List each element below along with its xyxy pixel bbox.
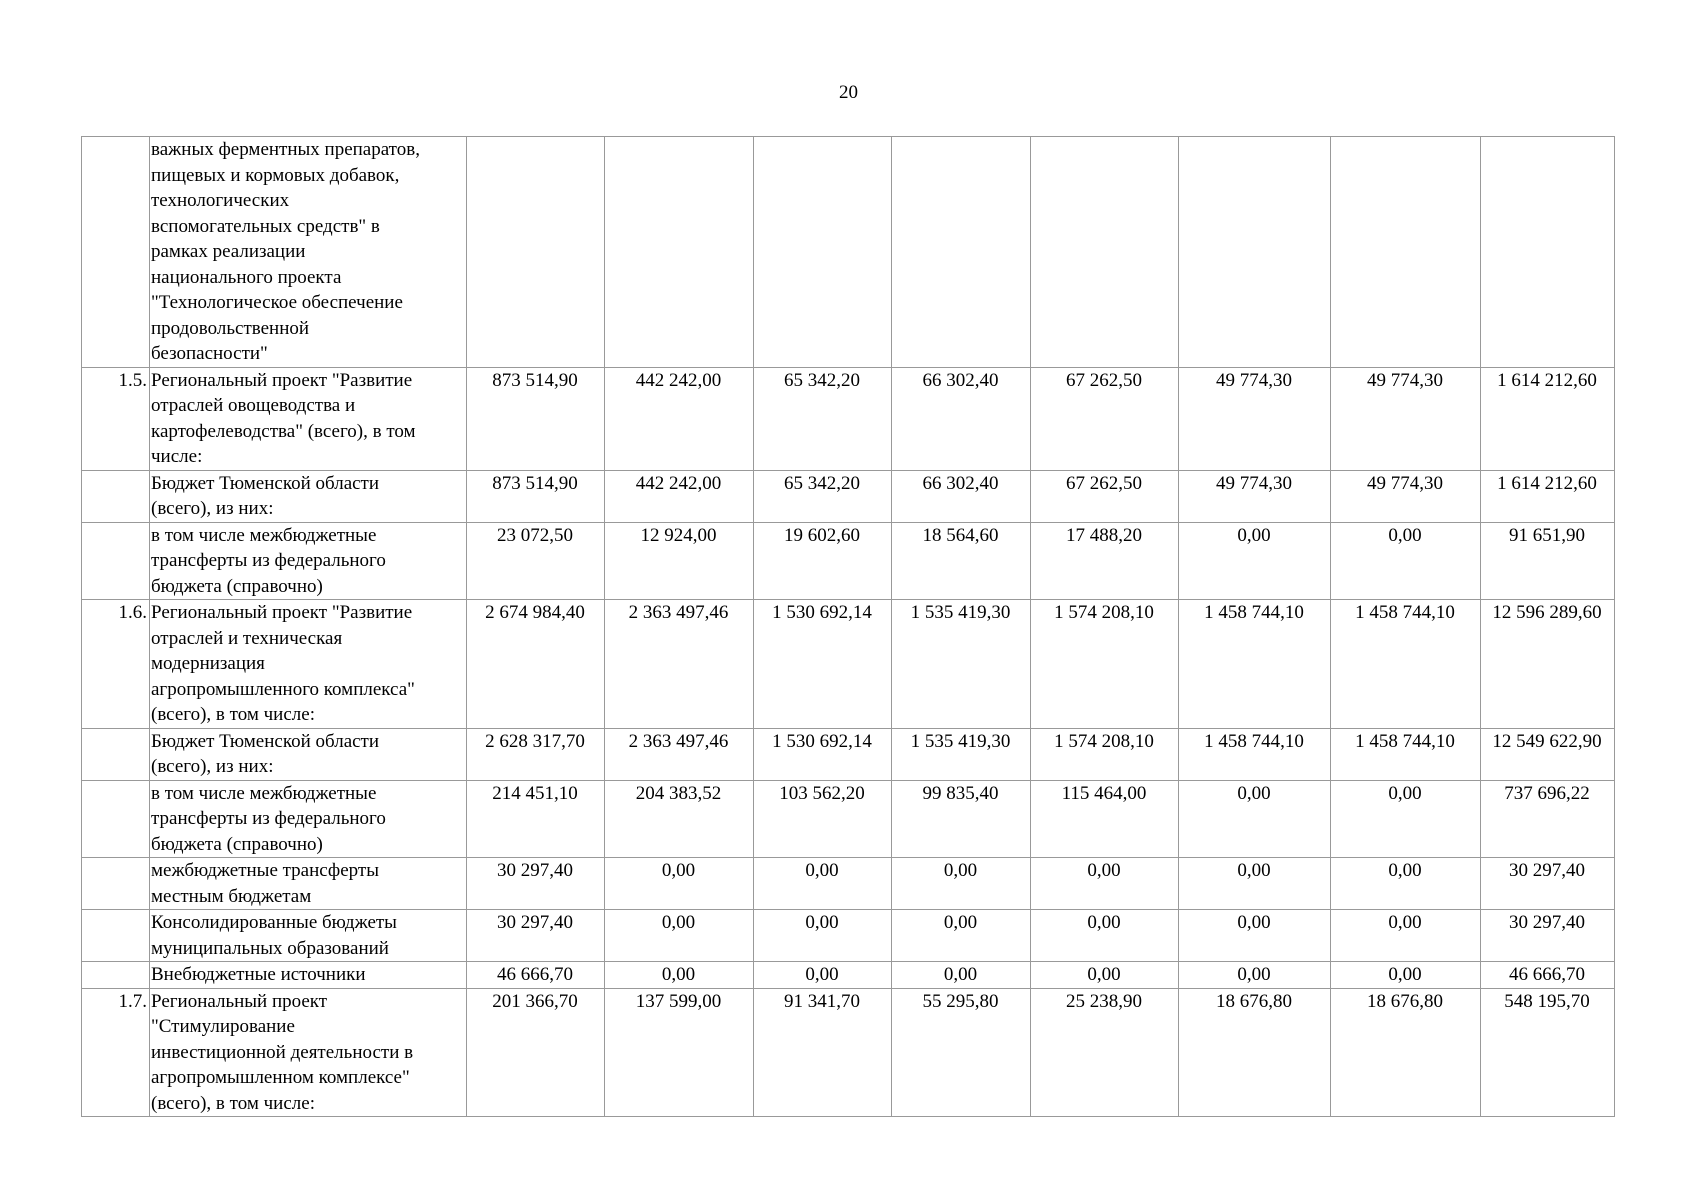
value-cell: 442 242,00 — [605, 470, 754, 522]
value-cell: 0,00 — [1179, 962, 1331, 989]
value-cell: 0,00 — [1031, 910, 1179, 962]
row-number — [82, 962, 150, 989]
value-cell: 0,00 — [1031, 962, 1179, 989]
row-number — [82, 780, 150, 858]
value-cell: 0,00 — [1331, 910, 1481, 962]
value-cell: 1 458 744,10 — [1179, 728, 1331, 780]
value-cell: 12 596 289,60 — [1481, 600, 1615, 729]
value-cell: 2 674 984,40 — [467, 600, 605, 729]
value-cell: 1 458 744,10 — [1331, 600, 1481, 729]
value-cell: 12 924,00 — [605, 522, 754, 600]
row-description — [150, 780, 467, 858]
budget-table — [81, 136, 1615, 1117]
row-number — [82, 910, 150, 962]
value-cell: 0,00 — [1179, 522, 1331, 600]
table-row — [82, 600, 1615, 729]
description-line: Региональный проект "Развитие — [151, 602, 413, 623]
description-line: бюджета (справочно) — [151, 833, 323, 855]
value-cell: 1 458 744,10 — [1179, 600, 1331, 729]
value-cell: 49 774,30 — [1331, 470, 1481, 522]
description-line: Бюджет Тюменской области — [151, 472, 380, 494]
table-row — [82, 522, 1615, 600]
description-line: Региональный проект "Развитие — [151, 369, 413, 391]
value-cell: 0,00 — [1331, 858, 1481, 910]
value-cell — [1481, 137, 1615, 368]
description-line: безопасности" — [151, 343, 268, 364]
value-cell: 201 366,70 — [467, 988, 605, 1117]
row-number — [82, 470, 150, 522]
description-line: Региональный проект — [151, 990, 328, 1012]
row-number — [82, 137, 150, 368]
value-cell: 214 451,10 — [467, 780, 605, 858]
description-line: отраслей и техническая — [151, 627, 343, 649]
value-cell: 46 666,70 — [1481, 962, 1615, 989]
value-cell: 0,00 — [892, 962, 1031, 989]
row-description — [150, 137, 467, 368]
description-line: агропромышленного комплекса" — [151, 678, 415, 700]
value-cell: 2 628 317,70 — [467, 728, 605, 780]
value-cell: 873 514,90 — [467, 470, 605, 522]
table-row — [82, 780, 1615, 858]
value-cell: 23 072,50 — [467, 522, 605, 600]
value-cell: 0,00 — [892, 858, 1031, 910]
row-number — [82, 728, 150, 780]
value-cell: 548 195,70 — [1481, 988, 1615, 1117]
row-number: 1.6. — [82, 600, 150, 729]
row-description — [150, 988, 467, 1117]
description-line: (всего), в том числе: — [151, 1092, 315, 1114]
value-cell: 1 574 208,10 — [1031, 728, 1179, 780]
value-cell: 0,00 — [1331, 522, 1481, 600]
value-cell: 0,00 — [1031, 858, 1179, 910]
value-cell: 204 383,52 — [605, 780, 754, 858]
value-cell — [605, 137, 754, 368]
description-line: агропромышленном комплексе" — [151, 1067, 410, 1088]
description-line: Консолидированные бюджеты — [151, 912, 397, 933]
description-line: местным бюджетам — [151, 885, 312, 907]
table-row — [82, 962, 1615, 989]
table-body — [82, 137, 1615, 1117]
value-cell: 1 530 692,14 — [754, 728, 892, 780]
description-line: "Технологическое обеспечение — [151, 292, 403, 313]
table-row — [82, 910, 1615, 962]
value-cell: 99 835,40 — [892, 780, 1031, 858]
table-row — [82, 367, 1615, 470]
description-line: (всего), из них: — [151, 756, 274, 777]
value-cell: 30 297,40 — [1481, 910, 1615, 962]
value-cell: 115 464,00 — [1031, 780, 1179, 858]
value-cell: 67 262,50 — [1031, 470, 1179, 522]
value-cell: 17 488,20 — [1031, 522, 1179, 600]
row-description — [150, 962, 467, 989]
value-cell: 0,00 — [605, 962, 754, 989]
value-cell: 65 342,20 — [754, 367, 892, 470]
value-cell: 30 297,40 — [1481, 858, 1615, 910]
value-cell: 0,00 — [754, 910, 892, 962]
value-cell: 0,00 — [1179, 780, 1331, 858]
description-line: инвестиционной деятельности в — [151, 1041, 414, 1063]
value-cell: 0,00 — [754, 858, 892, 910]
description-line: Бюджет Тюменской области — [151, 730, 380, 752]
row-description — [150, 367, 467, 470]
value-cell: 49 774,30 — [1331, 367, 1481, 470]
value-cell: 0,00 — [1331, 780, 1481, 858]
value-cell — [467, 137, 605, 368]
value-cell: 18 564,60 — [892, 522, 1031, 600]
value-cell: 91 341,70 — [754, 988, 892, 1117]
value-cell: 0,00 — [605, 910, 754, 962]
value-cell: 12 549 622,90 — [1481, 728, 1615, 780]
value-cell: 1 614 212,60 — [1481, 470, 1615, 522]
value-cell: 1 614 212,60 — [1481, 367, 1615, 470]
value-cell: 91 651,90 — [1481, 522, 1615, 600]
description-line: в том числе межбюджетные — [151, 524, 377, 546]
description-line: вспомогательных средств" в — [151, 215, 380, 237]
value-cell: 0,00 — [1179, 910, 1331, 962]
value-cell: 442 242,00 — [605, 367, 754, 470]
value-cell: 1 535 419,30 — [892, 728, 1031, 780]
table-row — [82, 728, 1615, 780]
value-cell: 2 363 497,46 — [605, 600, 754, 729]
value-cell: 1 458 744,10 — [1331, 728, 1481, 780]
value-cell: 0,00 — [754, 962, 892, 989]
value-cell: 0,00 — [1331, 962, 1481, 989]
value-cell: 46 666,70 — [467, 962, 605, 989]
value-cell: 137 599,00 — [605, 988, 754, 1117]
table-row — [82, 470, 1615, 522]
row-description — [150, 728, 467, 780]
value-cell: 67 262,50 — [1031, 367, 1179, 470]
value-cell — [1331, 137, 1481, 368]
row-description — [150, 600, 467, 729]
value-cell: 0,00 — [892, 910, 1031, 962]
description-line: трансферты из федерального — [151, 808, 386, 829]
row-description — [150, 522, 467, 600]
value-cell: 2 363 497,46 — [605, 728, 754, 780]
value-cell: 55 295,80 — [892, 988, 1031, 1117]
row-description — [150, 910, 467, 962]
value-cell: 1 574 208,10 — [1031, 600, 1179, 729]
row-number: 1.5. — [82, 367, 150, 470]
value-cell: 19 602,60 — [754, 522, 892, 600]
description-line: (всего), из них: — [151, 498, 274, 519]
value-cell: 65 342,20 — [754, 470, 892, 522]
description-line: трансферты из федерального — [151, 550, 386, 571]
description-line: пищевых и кормовых добавок, — [151, 164, 400, 186]
row-number — [82, 522, 150, 600]
value-cell — [892, 137, 1031, 368]
value-cell — [754, 137, 892, 368]
description-line: модернизация — [151, 653, 265, 674]
description-line: бюджета (справочно) — [151, 575, 323, 597]
description-line: (всего), в том числе: — [151, 704, 315, 725]
description-line: "Стимулирование — [151, 1016, 295, 1037]
value-cell: 49 774,30 — [1179, 367, 1331, 470]
value-cell — [1031, 137, 1179, 368]
description-line: рамках реализации — [151, 241, 306, 262]
page-number: 20 — [839, 82, 858, 103]
value-cell: 0,00 — [1179, 858, 1331, 910]
value-cell: 873 514,90 — [467, 367, 605, 470]
table-row — [82, 137, 1615, 368]
description-line: отраслей овощеводства и — [151, 395, 356, 416]
value-cell: 18 676,80 — [1331, 988, 1481, 1117]
value-cell: 1 535 419,30 — [892, 600, 1031, 729]
row-description — [150, 470, 467, 522]
value-cell: 30 297,40 — [467, 910, 605, 962]
value-cell: 737 696,22 — [1481, 780, 1615, 858]
description-line: Внебюджетные источники — [151, 964, 366, 985]
description-line: числе: — [151, 446, 203, 467]
value-cell: 66 302,40 — [892, 470, 1031, 522]
value-cell: 18 676,80 — [1179, 988, 1331, 1117]
value-cell: 25 238,90 — [1031, 988, 1179, 1117]
description-line: важных ферментных препаратов, — [151, 139, 420, 160]
value-cell: 1 530 692,14 — [754, 600, 892, 729]
value-cell: 66 302,40 — [892, 367, 1031, 470]
row-number: 1.7. — [82, 988, 150, 1117]
value-cell: 0,00 — [605, 858, 754, 910]
row-description — [150, 858, 467, 910]
description-line: национального проекта — [151, 266, 342, 288]
description-line: муниципальных образований — [151, 937, 389, 959]
description-line: продовольственной — [151, 317, 310, 339]
value-cell: 30 297,40 — [467, 858, 605, 910]
description-line: технологических — [151, 190, 290, 211]
description-line: межбюджетные трансферты — [151, 860, 379, 881]
value-cell: 103 562,20 — [754, 780, 892, 858]
value-cell — [1179, 137, 1331, 368]
row-number — [82, 858, 150, 910]
table-row — [82, 858, 1615, 910]
description-line: в том числе межбюджетные — [151, 782, 377, 804]
table-row — [82, 988, 1615, 1117]
value-cell: 49 774,30 — [1179, 470, 1331, 522]
description-line: картофелеводства" (всего), в том — [151, 420, 416, 442]
